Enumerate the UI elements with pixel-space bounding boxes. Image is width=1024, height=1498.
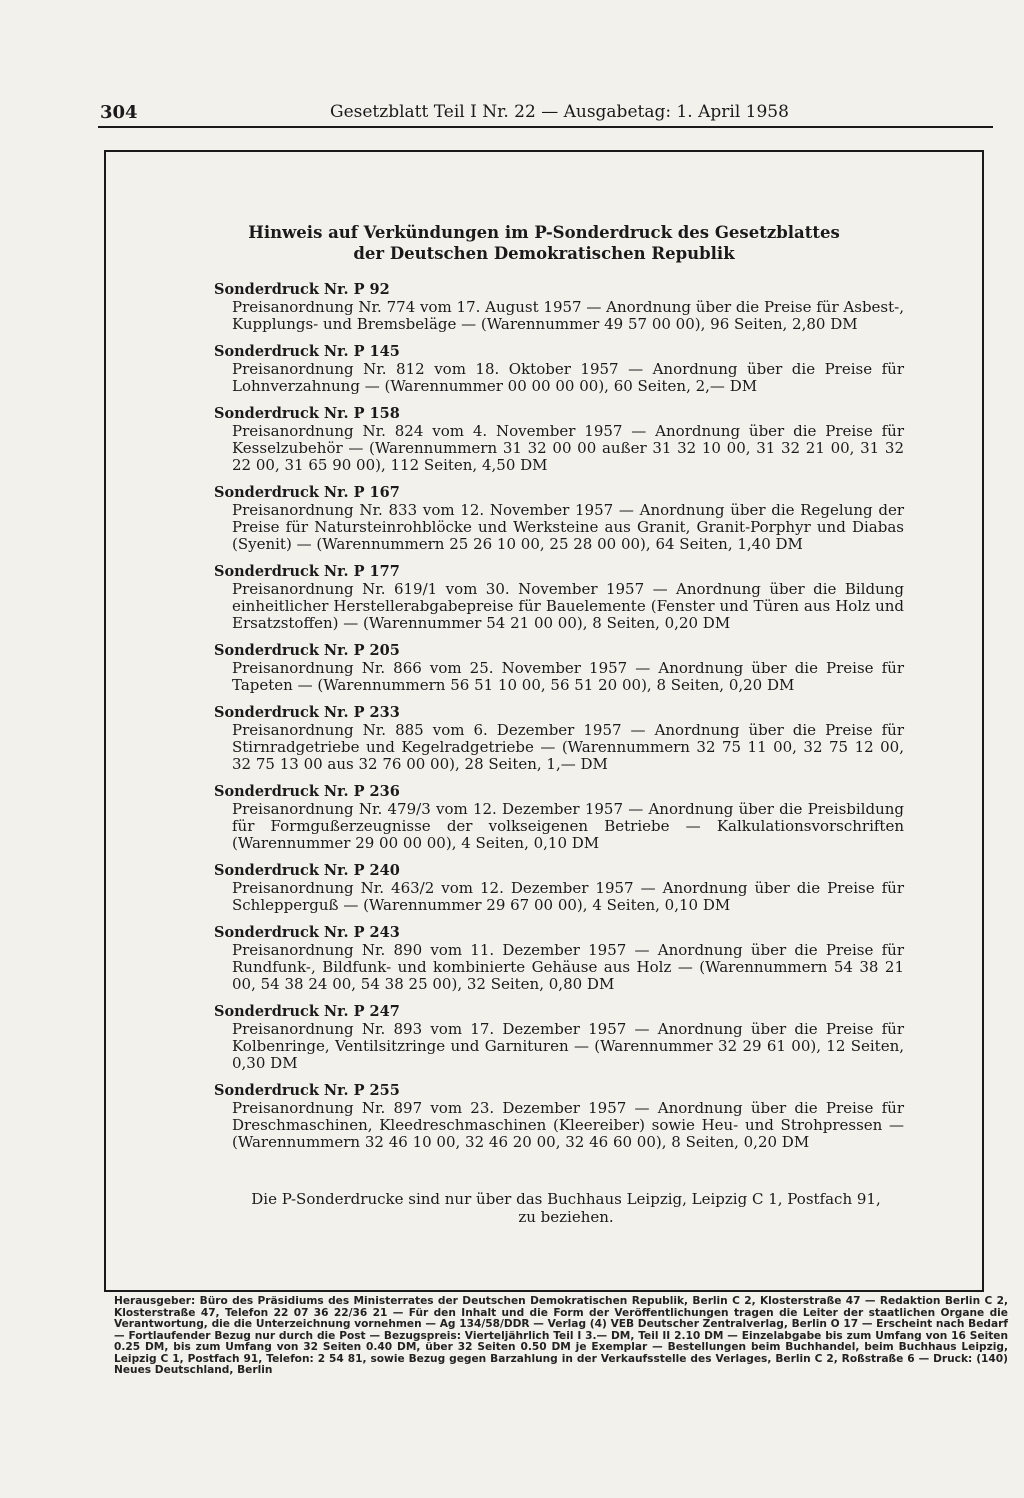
list-item — [214, 1081, 904, 1151]
entry-text: Preisanordnung Nr. 812 vom 18. Oktober 1957 — Anordnung über die Preise für Lohnverzahnung — (Warennummer 00 00 00 00), 60 Seiten, 2,— DM — [232, 360, 904, 395]
entry-heading: Sonderdruck Nr. P 240 — [214, 862, 400, 879]
notice-title-line-2: der Deutschen Demokratischen Republik — [353, 244, 735, 263]
entry-heading: Sonderdruck Nr. P 167 — [214, 484, 400, 501]
list-item — [214, 861, 904, 914]
page-header — [98, 100, 993, 128]
entry-heading: Sonderdruck Nr. P 233 — [214, 704, 400, 721]
list-item — [214, 483, 904, 553]
entry-heading: Sonderdruck Nr. P 243 — [214, 924, 400, 941]
entry-text: Preisanordnung Nr. 619/1 vom 30. November 1957 — Anordnung über die Bildung einheitlicher Herstellerabgabepreise für Bauelemente (Fenster und Türen aus Holz und Ersatzstoffen) — (Warennummer 54 21 00 00), 8 Seiten, 0,20 DM — [232, 580, 904, 632]
entry-heading: Sonderdruck Nr. P 255 — [214, 1082, 400, 1099]
entry-text: Preisanordnung Nr. 774 vom 17. August 1957 — Anordnung über die Preise für Asbest-, Kupplungs- und Bremsbeläge — (Warennummer 49 57 00 00), 96 Seiten, 2,80 DM — [232, 298, 904, 333]
entry-heading: Sonderdruck Nr. P 177 — [214, 563, 400, 580]
entry-text: Preisanordnung Nr. 893 vom 17. Dezember 1957 — Anordnung über die Preise für Kolbenringe, Ventilsitzringe und Garnituren — (Warennummer 32 29 61 00), 12 Seiten, 0,30 DM — [232, 1020, 904, 1072]
list-item — [214, 1002, 904, 1072]
list-item — [214, 782, 904, 852]
list-item — [214, 280, 904, 333]
list-item — [214, 703, 904, 773]
entry-heading: Sonderdruck Nr. P 92 — [214, 281, 390, 298]
entry-heading: Sonderdruck Nr. P 205 — [214, 642, 400, 659]
ordering-note-line-2: zu beziehen. — [518, 1208, 614, 1226]
notice-title — [106, 222, 982, 264]
entry-heading: Sonderdruck Nr. P 236 — [214, 783, 400, 800]
notice-title-line-1: Hinweis auf Verkündungen im P-Sonderdruck des Gesetzblattes — [248, 223, 840, 242]
entry-text: Preisanordnung Nr. 463/2 vom 12. Dezember 1957 — Anordnung über die Preise für Schlepperguß — (Warennummer 29 67 00 00), 4 Seiten, 0,10 DM — [232, 879, 904, 914]
entry-text: Preisanordnung Nr. 890 vom 11. Dezember 1957 — Anordnung über die Preise für Rundfunk-, Bildfunk- und kombinierte Gehäuse aus Holz — (Warennummern 54 38 21 00, 54 38 24 00, 54 38 25 00), 32 Seiten, 0,80 DM — [232, 941, 904, 993]
entry-text: Preisanordnung Nr. 833 vom 12. November 1957 — Anordnung über die Regelung der Preise für Natursteinrohblöcke und Werksteine aus Granit, Granit-Porphyr und Diabas (Syenit) — (Warennummern 25 26 10 00, 25 28 00 00), 64 Seiten, 1,40 DM — [232, 501, 904, 553]
entry-text: Preisanordnung Nr. 885 vom 6. Dezember 1957 — Anordnung über die Preise für Stirnradgetriebe und Kegelradgetriebe — (Warennummern 32 75 11 00, 32 75 12 00, 32 75 13 00 aus 32 76 00 00), 28 Seiten, 1,— DM — [232, 721, 904, 773]
entry-heading: Sonderdruck Nr. P 145 — [214, 343, 400, 360]
entry-list — [214, 280, 904, 1160]
ordering-note-line-1: Die P-Sonderdrucke sind nur über das Buchhaus Leipzig, Leipzig C 1, Postfach 91, — [251, 1190, 881, 1208]
ordering-note — [206, 1190, 926, 1226]
entry-heading: Sonderdruck Nr. P 247 — [214, 1003, 400, 1020]
list-item — [214, 923, 904, 993]
entry-text: Preisanordnung Nr. 479/3 vom 12. Dezember 1957 — Anordnung über die Preisbildung für Formgußerzeugnisse der volkseigenen Betriebe — Kalkulationsvorschriften (Warennummer 29 00 00 00), 4 Seiten, 0,10 DM — [232, 800, 904, 852]
entry-text: Preisanordnung Nr. 897 vom 23. Dezember 1957 — Anordnung über die Preise für Dreschmaschinen, Kleedreschmaschinen (Kleereiber) sowie Heu- und Strohpressen — (Warennummern 32 46 10 00, 32 46 20 00, 32 46 60 00), 8 Seiten, 0,20 DM — [232, 1099, 904, 1151]
list-item — [214, 641, 904, 694]
publisher-imprint: Herausgeber: Büro des Präsidiums des Ministerrates der Deutschen Demokratischen Republik, Berlin C 2, Klosterstraße 47 — Redaktion Berlin C 2, Klosterstraße 47, Telefon 22 07 36 22/36 21 — Für den Inhalt und die Form der Veröffentlichungen tragen die Leiter der staatlichen Organe die Verantwortung, die die Unterzeichnung vornehmen — Ag 134/58/DDR — Verlag (4) VEB Deutscher Zentralverlag, Berlin O 17 — Erscheint nach Bedarf — Fortlaufender Bezug nur durch die Post — Bezugspreis: Vierteljährlich Teil I 3.— DM, Teil II 2.10 DM — Einzelabgabe bis zum Umfang von 16 Seiten 0.25 DM, bis zum Umfang von 32 Seiten 0.40 DM, über 32 Seiten 0.50 DM je Exemplar — Bestellungen beim Buchhandel, beim Buchhaus Leipzig, Leipzig C 1, Postfach 91, Telefon: 2 54 81, sowie Bezug gegen Barzahlung in der Verkaufsstelle des Verlages, Berlin C 2, Roßstraße 6 — Druck: (140) Neues Deutschland, Berlin — [114, 1295, 1008, 1376]
list-item — [214, 342, 904, 395]
list-item — [214, 404, 904, 474]
entry-text: Preisanordnung Nr. 866 vom 25. November 1957 — Anordnung über die Preise für Tapeten — (Warennummern 56 51 10 00, 56 51 20 00), 8 Seiten, 0,20 DM — [232, 659, 904, 694]
entry-heading: Sonderdruck Nr. P 158 — [214, 405, 400, 422]
page-number: 304 — [100, 102, 138, 123]
running-title: Gesetzblatt Teil I Nr. 22 — Ausgabetag: 1. April 1958 — [330, 102, 789, 122]
list-item — [214, 562, 904, 632]
notice-box — [104, 150, 984, 1292]
entry-text: Preisanordnung Nr. 824 vom 4. November 1957 — Anordnung über die Preise für Kesselzubehör — (Warennummern 31 32 00 00 außer 31 32 10 00, 31 32 21 00, 31 32 22 00, 31 65 90 00), 112 Seiten, 4,50 DM — [232, 422, 904, 474]
